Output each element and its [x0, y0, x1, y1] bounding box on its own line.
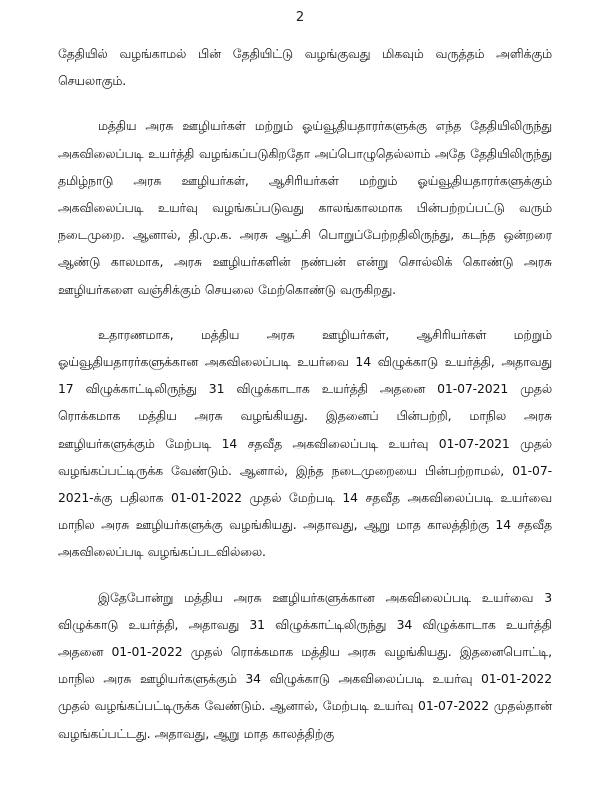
document-body	[58, 40, 552, 765]
paragraph-example-14-percent: உதாரணமாக, மத்திய அரசு ஊழியர்கள், ஆசிரியர்கள் மற்றும் ஓய்வூதியதாரர்களுக்கான அகவிலைப்படி உயர்வை 14 விழுக்காடு உயர்த்தி, அதாவது 17 விழுக்காட்டிலிருந்து 31 விழுக்காடாக உயர்த்தி அதனை 01-07-2021 முதல் ரொக்கமாக மத்திய அரசு வழங்கியது. இதனைப் பின்பற்றி, மாநில அரசு ஊழியர்களுக்கும் மேற்படி 14 சதவீத அகவிலைப்படி உயர்வு 01-07-2021 முதல் வழங்கப்பட்டிருக்க வேண்டும். ஆனால், இந்த நடைமுறையை பின்பற்றாமல், 01-07-2021-க்கு பதிலாக 01-01-2022 முதல் மேற்படி 14 சதவீத அகவிலைப்படி உயர்வை மாநில அரசு ஊழியர்களுக்கு வழங்கியது. அதாவது, ஆறு மாத காலத்திற்கு 14 சதவீத அகவிலைப்படி வழங்கப்படவில்லை.	[58, 326, 552, 560]
paragraph-da-practice: மத்திய அரசு ஊழியர்கள் மற்றும் ஓய்வூதியதாரர்களுக்கு எந்த தேதியிலிருந்து அகவிலைப்படி உயர்த்தி வழங்கப்படுகிறதோ அப்பொழுதெல்லாம் அதே தேதியிலிருந்து தமிழ்நாடு அரசு ஊழியர்கள், ஆசிரியர்கள் மற்றும் ஓய்வூதியதாரர்களுக்கும் அகவிலைப்படி உயர்வு வழங்கப்படுவது காலங்காலமாக பின்பற்றப்பட்டு வரும் நடைமுறை. ஆனால், தி.மு.க. அரசு ஆட்சி பொறுப்பேற்றதிலிருந்து, கடந்த ஒன்றரை ஆண்டு காலமாக, அரசு ஊழியர்களின் நண்பன் என்று சொல்லிக் கொண்டு அரசு ஊழியர்களை வஞ்சிக்கும் செயலை மேற்கொண்டு வருகிறது.	[58, 118, 552, 297]
paragraph-example-3-percent: இதேபோன்று மத்திய அரசு ஊழியர்களுக்கான அகவிலைப்படி உயர்வை 3 விழுக்காடு உயர்த்தி, அதாவது 31 விழுக்காட்டிலிருந்து 34 விழுக்காடாக உயர்த்தி அதனை 01-01-2022 முதல் ரொக்கமாக மத்திய அரசு வழங்கியது. இதனைபொட்டி, மாநில அரசு ஊழியர்களுக்கும் 34 விழுக்காடு அகவிலைப்படி உயர்வு 01-01-2022 முதல் வழங்கப்பட்டிருக்க வேண்டும். ஆனால், மேற்படி உயர்வு 01-07-2022 முதல்தான் வழங்கப்பட்டது. அதாவது, ஆறு மாத காலத்திற்கு	[58, 589, 552, 741]
page-number: 2	[295, 10, 305, 25]
paragraph-continuation: தேதியில் வழங்காமல் பின் தேதியிட்டு வழங்குவது மிகவும் வருத்தம் அளிக்கும் செயலாகும்.	[58, 46, 552, 89]
